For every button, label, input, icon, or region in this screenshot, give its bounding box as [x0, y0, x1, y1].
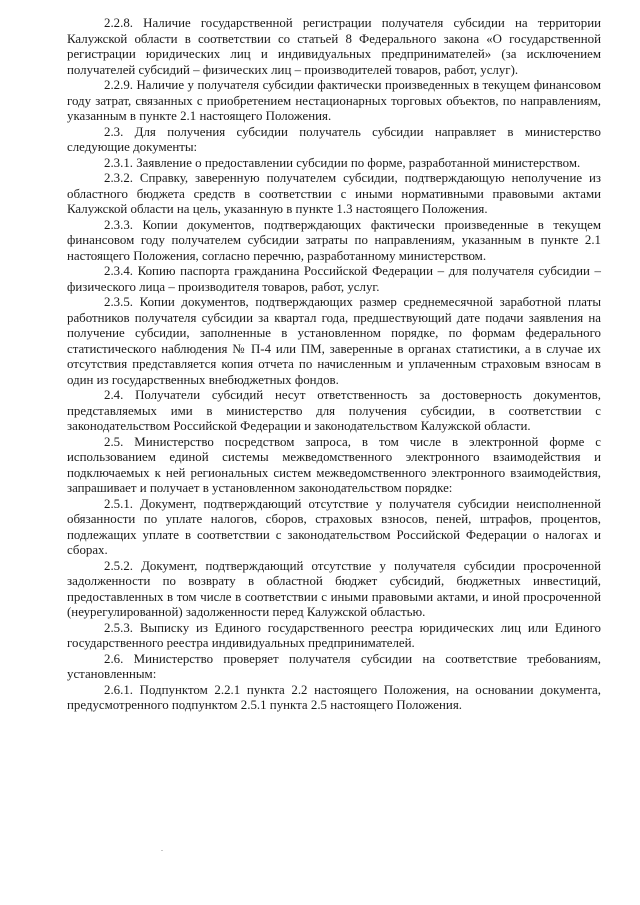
scan-speck: [161, 850, 163, 851]
paragraph-2-5-1: 2.5.1. Документ, подтверждающий отсутствие у получателя субсидии неисполненной обязанности по уплате налогов, сборов, страховых взносов, пеней, штрафов, процентов, подлежащих уплате в соответствии с законодательством Российской Федерации о налогах и сборах.: [67, 496, 601, 557]
paragraph-2-2-8: 2.2.8. Наличие государственной регистрации получателя субсидии на территории Калужской области в соответствии со статьей 8 Федерального закона «О государственной регистрации юридических лиц и индивидуальных предпринимателей» (за исключением получателей субсидий – физических лиц – производителей товаров, работ, услуг).: [67, 16, 601, 77]
paragraph-2-2-9: 2.2.9. Наличие у получателя субсидии фактически произведенных в текущем финансовом году затрат, связанных с приобретением нестационарных торговых объектов, по направлениям, указанным в пункте 2.1 настоящего Положения.: [67, 78, 601, 123]
paragraph-2-6-1: 2.6.1. Подпунктом 2.2.1 пункта 2.2 настоящего Положения, на основании документа, предусмотренного подпунктом 2.5.1 пункта 2.5 настоящего Положения.: [67, 682, 601, 712]
paragraph-2-5-3: 2.5.3. Выписку из Единого государственного реестра юридических лиц или Единого государственного реестра индивидуальных предпринимателей.: [67, 620, 601, 650]
paragraph-2-3-5: 2.3.5. Копии документов, подтверждающих размер среднемесячной заработной платы работников получателя субсидии за квартал года, предшествующий дате подачи заявления на получение субсидии, заполненные в установленном порядке, по формам федерального статистического наблюдения № П-4 или ПМ, заверенные в органах статистики, а в случае их отсутствия представляется копия отчета по начисленным и уплаченным страховым взносам в один из государственных внебюджетных фондов.: [67, 295, 601, 387]
paragraph-2-3-3: 2.3.3. Копии документов, подтверждающих фактически произведенные в текущем финансовом году получателем субсидии затраты по направлениям, указанным в пункте 2.1 настоящего Положения, согласно перечню, разработанному министерством.: [67, 217, 601, 263]
paragraph-2-3-2: 2.3.2. Справку, заверенную получателем субсидии, подтверждающую неполучение из областного бюджета средств в соответствии с иными нормативными правовыми актами Калужской области на цель, указанную в пункте 1.3 настоящего Положения.: [67, 171, 601, 216]
paragraph-2-5-2: 2.5.2. Документ, подтверждающий отсутствие у получателя субсидии просроченной задолженности по возврату в областной бюджет субсидий, бюджетных инвестиций, предоставленных в том числе в соответствии с иными правовыми актами, и иной просроченной (неурегулированной) задолженности перед Калужской областью.: [67, 558, 601, 619]
paragraph-2-6: 2.6. Министерство проверяет получателя субсидии на соответствие требованиям, установленным:: [67, 651, 601, 681]
paragraph-2-4: 2.4. Получатели субсидий несут ответственность за достоверность документов, представляемых ими в министерство для получения субсидии, в соответствии с законодательством Российской Федерации и законодательством Калужской области.: [67, 388, 601, 433]
paragraph-2-3-1: 2.3.1. Заявление о предоставлении субсидии по форме, разработанной министерством.: [104, 155, 581, 170]
paragraph-2-3-4: 2.3.4. Копию паспорта гражданина Российской Федерации – для получателя субсидии – физического лица – производителя товаров, работ, услуг.: [67, 264, 601, 294]
document-page: [67, 16, 601, 714]
paragraph-2-3: 2.3. Для получения субсидии получатель субсидии направляет в министерство следующие документы:: [67, 124, 601, 154]
paragraph-2-5: 2.5. Министерство посредством запроса, в том числе в электронной форме с использованием единой системы межведомственного электронного взаимодействия и подключаемых к ней региональных систем межведомственного электронного взаимодействия, запрашивает и получает в установленном законодательством порядке:: [67, 434, 601, 495]
